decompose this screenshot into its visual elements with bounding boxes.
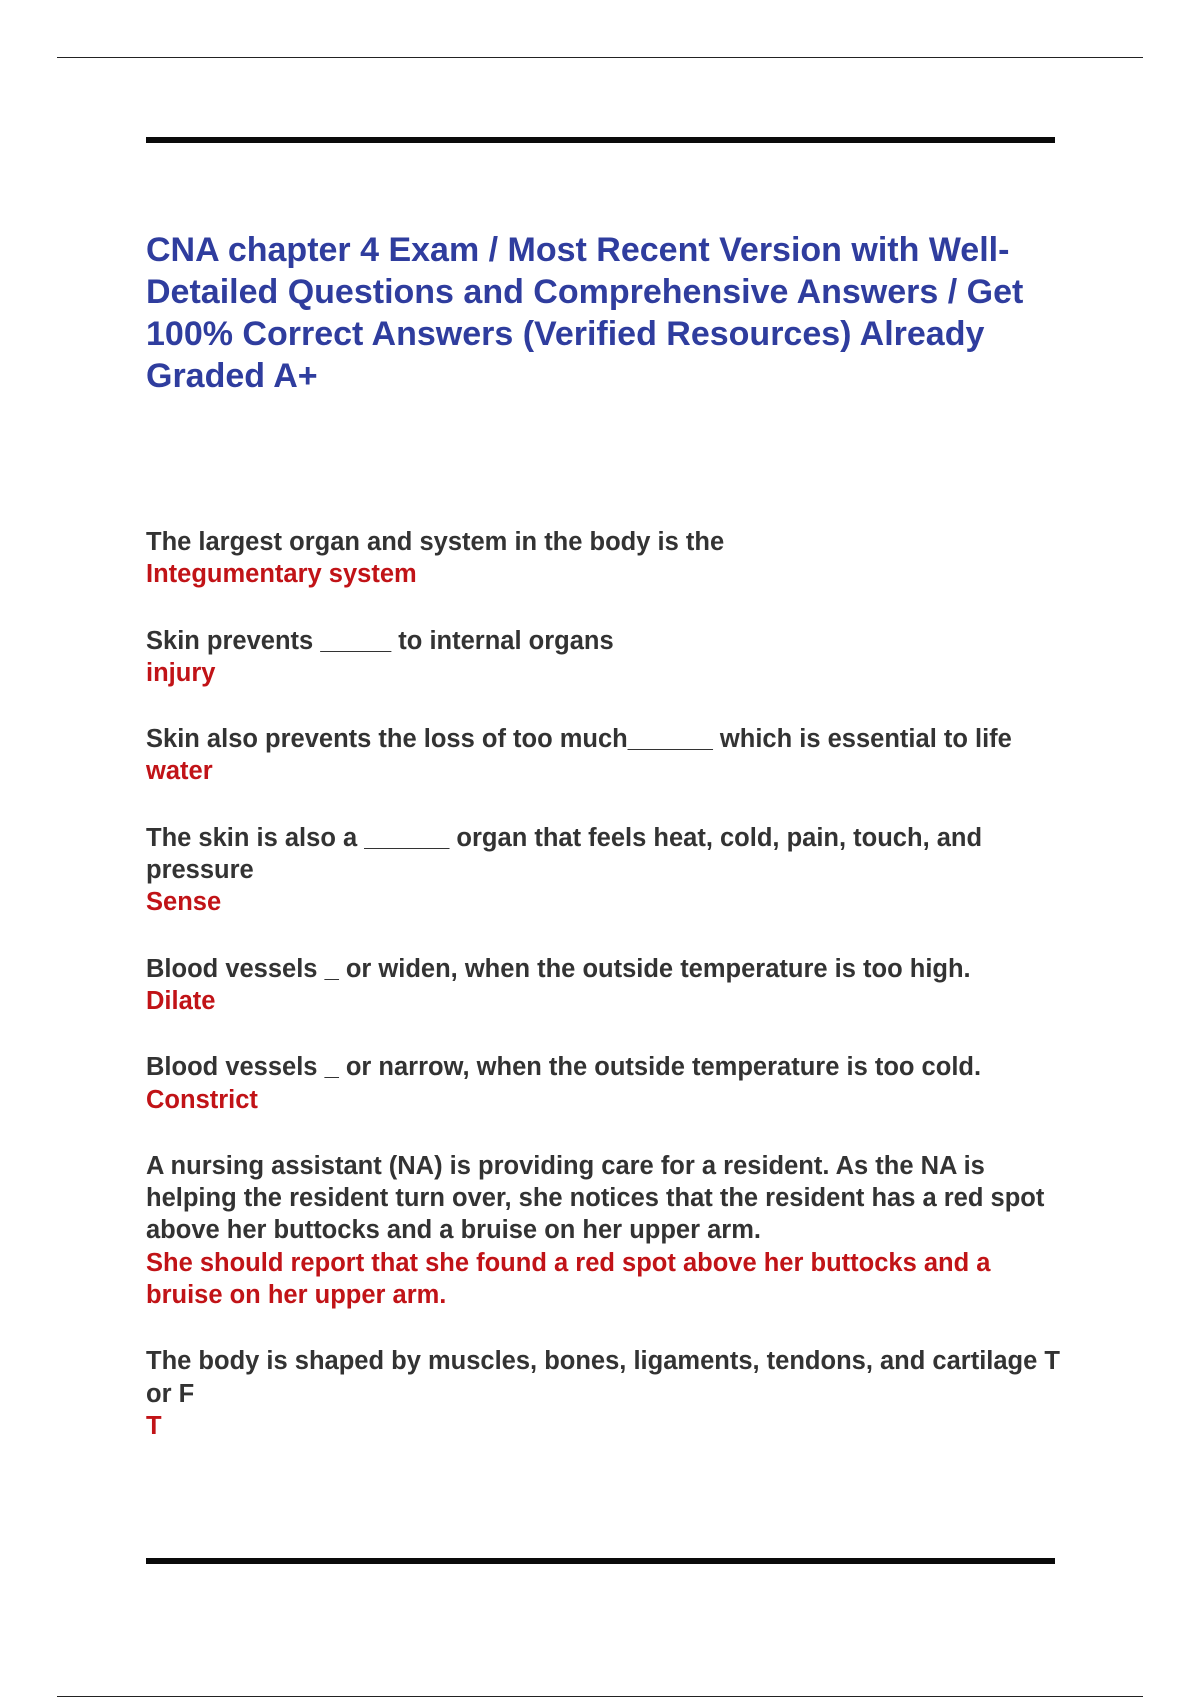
answer-text: injury — [146, 658, 216, 687]
question-text: Blood vessels _ or widen, when the outside temperature is too high. — [146, 954, 971, 983]
qa-item — [146, 723, 1061, 788]
qa-item — [146, 1150, 1061, 1311]
question-text: The body is shaped by muscles, bones, ligaments, tendons, and cartilage T or F — [146, 1347, 1060, 1408]
question-text: A nursing assistant (NA) is providing care for a resident. As the NA is helping the resident turn over, she notices that the resident has a red spot above her buttocks and a bruise on her upper arm. — [146, 1151, 1045, 1245]
page-top-rule — [57, 57, 1143, 58]
question-text: Blood vessels _ or narrow, when the outside temperature is too cold. — [146, 1053, 982, 1082]
answer-text: Integumentary system — [146, 560, 417, 589]
question-text: The skin is also a ______ organ that feels heat, cold, pain, touch, and pressure — [146, 823, 983, 885]
question-text: Skin also prevents the loss of too much______ which is essential to life — [146, 725, 1012, 754]
document-title: CNA chapter 4 Exam / Most Recent Version with Well-Detailed Questions and Comprehensive Answers / Get 100% Correct Answers (Verified Resources) Already Graded A+ — [146, 231, 1024, 395]
page-bottom-rule — [57, 1696, 1143, 1697]
answer-text: Dilate — [146, 986, 216, 1015]
qa-item — [146, 526, 1061, 591]
answer-text: Sense — [146, 888, 222, 917]
answer-text: T — [146, 1411, 162, 1440]
qa-item — [146, 1051, 1061, 1116]
header-divider — [146, 137, 1055, 143]
answer-text: Constrict — [146, 1085, 258, 1114]
qa-item — [146, 625, 1061, 690]
qa-item — [146, 953, 1061, 1018]
qa-item — [146, 1345, 1061, 1442]
qa-item — [146, 822, 1061, 919]
question-answer-list — [146, 526, 1061, 1476]
answer-text: water — [146, 757, 213, 786]
question-text: The largest organ and system in the body is the — [146, 528, 725, 556]
footer-divider — [146, 1558, 1055, 1564]
question-text: Skin prevents _____ to internal organs — [146, 626, 614, 655]
answer-text: She should report that she found a red spot above her buttocks and a bruise on her upper arm. — [146, 1248, 991, 1310]
